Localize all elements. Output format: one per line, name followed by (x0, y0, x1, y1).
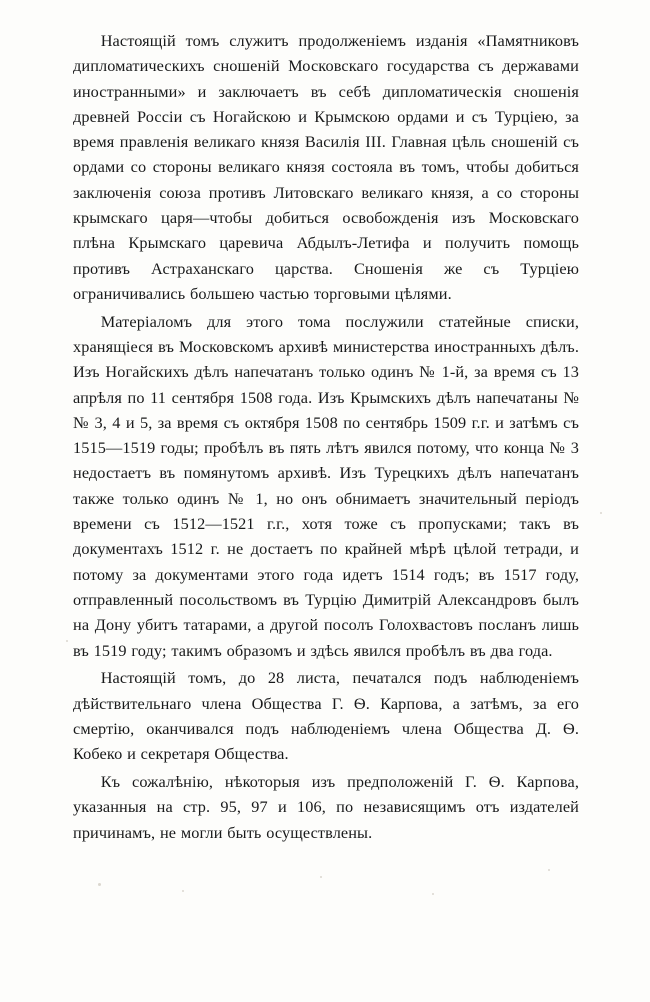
paragraph-3: Настоящій томъ, до 28 листа, печатался подъ наблюденіемъ дѣйствительнаго члена Общества Г. Ѳ. Карпова, а затѣмъ, за его смертію, оканчивался подъ наблюденіемъ члена Общества Д. Ѳ. Кобеко и секретаря Общества. (73, 668, 579, 764)
paragraph-2: Матеріаломъ для этого тома послужили статейные списки, хранящіеся въ Московскомъ архивѣ министерства иностранныхъ дѣлъ. Изъ Ногайскихъ дѣлъ напечатанъ только одинъ № 1-й, за время съ 13 апрѣля по 11 сентября 1508 года. Изъ Крымскихъ дѣлъ напечатаны №№ 3, 4 и 5, за время съ октября 1508 по сентябрь 1509 г.г. и затѣмъ съ 1515—1519 годы; пробѣлъ въ пять лѣтъ явился потому, что конца № 3 недостаетъ въ помянутомъ архивѣ. Изъ Турецкихъ дѣлъ напечатанъ также только одинъ № 1, но онъ обнимаетъ значительный періодъ времени съ 1512—1521 г.г., хотя тоже съ пропусками; такъ въ документахъ 1512 г. не достаетъ по крайней мѣрѣ цѣлой тетради, и потому за документами этого года идетъ 1514 годъ; въ 1517 году, отправленный посольствомъ въ Турцію Димитрій Александровъ былъ на Дону убитъ татарами, а другой посолъ Голохвастовъ посланъ лишь въ 1519 году; такимъ образомъ и здѣсь явился пробѣлъ въ два года. (73, 311, 579, 660)
paper-speck (66, 640, 68, 642)
paragraph-1: Настоящій томъ служитъ продолженіемъ изданія «Памятниковъ дипломатическихъ сношеній Московскаго государства съ державами иностранными» и заключаетъ въ себѣ дипломатическія сношенія древней Россіи съ Ногайскою и Крымскою ордами и съ Турціею, за время правленія великаго князя Василія III. Главная цѣль сношеній съ ордами со стороны великаго князя состояла въ томъ, чтобы добиться заключенія союза противъ Литовскаго великаго князя, а со стороны крымскаго царя—чтобы добиться освобожденія изъ Московскаго плѣна Крымскаго царевича Абдылъ-Летифа и получить помощь противъ Астраханскаго царства. Сношенія же съ Турціею ограничивались большею частью торговыми цѣлями. (73, 31, 579, 303)
paper-speck (320, 876, 322, 878)
paper-speck (182, 890, 184, 892)
paper-speck (432, 893, 434, 895)
body-text-column (73, 28, 579, 845)
paragraph-4: Къ сожалѣнію, нѣкоторыя изъ предположеній Г. Ѳ. Карпова, указанныя на стр. 95, 97 и 106, по независящимъ отъ издателей причинамъ, не могли быть осуществлены. (73, 771, 579, 842)
paper-speck (98, 883, 101, 886)
paper-speck (600, 512, 602, 514)
paper-speck (548, 869, 550, 871)
